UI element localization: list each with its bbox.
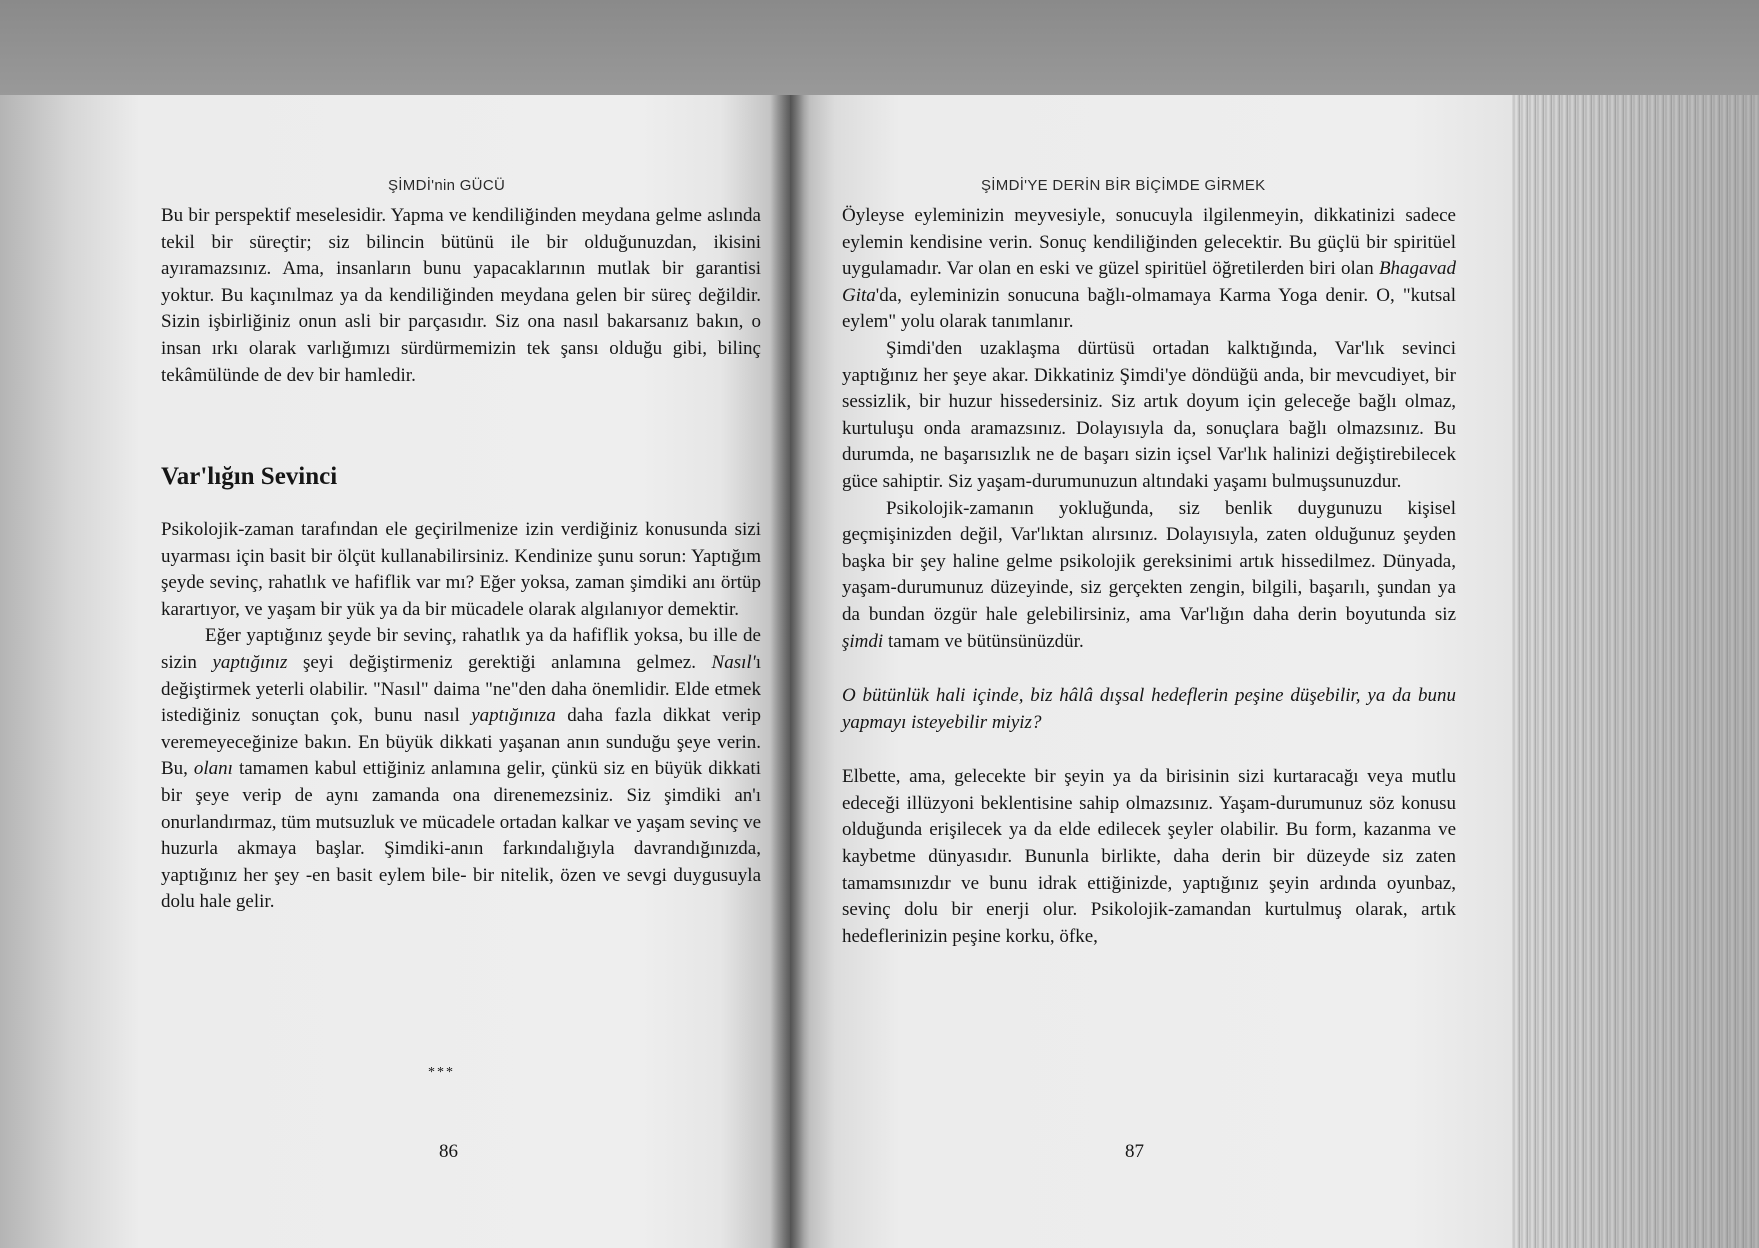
text-run: daha fazla dikkat verip veremeyeceğinize bakın. En büyük dikkati yaşanan anın sunduğu şeye verin. Bu, xyxy=(161,705,761,780)
right-text-top xyxy=(842,203,1456,950)
section-separator: *** xyxy=(428,1065,455,1080)
left-paragraph-1: Bu bir perspektif meselesidir. Yapma ve kendiliğinden meydana gelme aslında tekil bir süreçtir; siz bilincin bütünü ile bir olduğunuzdan, ikisini ayıramazsınız. Ama, insanların bunu yapacaklarının mutlak bir garantisi yoktur. Bu kaçınılmaz ya da kendiliğinden meydana gelen bir süreç değildir. Sizin işbirliğiniz onun asli bir parçasıdır. Siz ona nasıl bakarsanız bakın, o insan ırkı olarak varlığımızı sürdürmemizin tek şansı olduğu gibi, bilinç tekâmülünde de dev bir hamledir. xyxy=(161,205,761,386)
page-edges xyxy=(1512,95,1759,1248)
italic-run: Bhagavad Gita xyxy=(842,258,1456,306)
italic-run: olanı xyxy=(193,758,233,780)
text-run: Öyleyse eyleminizin meyvesiyle, sonucuyla ilgilenmeyin, dikkatinizi sadece eylemin kendisine verin. Sonuç kendiliğinden gelecektir. Bu güçlü bir spiritüel uygulamadır. Var olan en eski ve güzel spiritüel öğretilerden biri olan xyxy=(842,205,1456,280)
text-run: şeyi değiştirmeniz gerektiği anlamına gelmez. xyxy=(287,651,712,673)
italic-run: yaptığınız xyxy=(212,651,288,673)
italic-run: yaptığınıza xyxy=(471,705,556,727)
left-page xyxy=(0,95,790,1248)
right-paragraph-4: Elbette, ama, gelecekte bir şeyin ya da birisinin sizi kurtaracağı veya mutlu edeceği illüzyoni beklentisine sahip olmazsınız. Yaşam-durumunuz söz konusu olduğunda erişilecek ya da elde edilecek şeyler olabilir. Bu form, kazanma ve kaybetme dünyasıdır. Bununla birlikte, daha derin bir düzeyde siz zaten tamamsınızdır ve bunu idrak ettiğinizde, yaptığınız şeyin ardında oyunbaz, sevinç dolu bir enerji olur. Psikolojik-zamandan kurtulmuş olarak, artık hedeflerinizin peşine korku, öfke, xyxy=(842,766,1456,947)
page-number-left: 86 xyxy=(439,1141,458,1162)
right-paragraph-1 xyxy=(842,203,1456,336)
italic-run: şimdi xyxy=(842,630,884,652)
italic-run: Nasıl' xyxy=(711,651,756,673)
running-head-left: ŞİMDİ'nin GÜCÜ xyxy=(388,177,506,194)
scan-background xyxy=(0,0,1759,95)
right-paragraph-2: Şimdi'den uzaklaşma dürtüsü ortadan kalktığında, Var'lık sevinci yaptığınız her şeye akar. Dikkatiniz Şimdi'ye döndüğü anda, bir mevcudiyet, bir sessizlik, bir huzur hissedersiniz. Siz artık doyum için geleceğe bağlı olmaz, kurtuluşu onda aramazsınız. Dolayısıyla da, sonuçlara bağlı olmazsınız. Bu durumda, ne başarısızlık ne de başarı sizin içsel Var'lık halinizi değiştirebilecek güce sahiptir. Siz yaşam-durumunuzun altındaki yaşamı bulmuşsunuzdur. xyxy=(842,337,1456,492)
running-head-right: ŞİMDİ'YE DERİN BİR BİÇİMDE GİRMEK xyxy=(981,177,1266,194)
text-run: tamam ve bütünsünüzdür. xyxy=(883,630,1084,652)
text-run: 'da, eyleminizin sonucuna bağlı-olmamaya Karma Yoga denir. O, "kutsal eylem" yolu olarak tanımlanır. xyxy=(842,284,1456,333)
left-text-top xyxy=(161,203,761,389)
left-text-bottom xyxy=(161,517,761,916)
left-paragraph-2: Psikolojik-zaman tarafından ele geçirilmenize izin verdiğiniz konusunda sizi uyarması için basit bir ölçüt kullanabilirsiniz. Kendinize şunu sorun: Yaptığım şeyde sevinç, rahatlık ve hafiflik var mı? Eğer yoksa, zaman şimdiki anı örtüp karartıyor, ve yaşam bir yük ya da bir mücadele olarak algılanıyor demektir. xyxy=(161,519,761,620)
interview-question: O bütünlük hali içinde, biz hâlâ dışsal hedeflerin peşine düşebilir, ya da bunu yapmayı isteyebilir miyiz? xyxy=(842,685,1456,733)
page-number-right: 87 xyxy=(1125,1141,1144,1162)
book-gutter xyxy=(770,95,810,1248)
text-run: ı değiştirmek yeterli olabilir. "Nasıl" daima "ne"den daha önemlidir. Elde etmek istediğiniz sonuçtan çok, bunu nasıl xyxy=(161,651,762,727)
text-run: Psikolojik-zamanın yokluğunda, siz benlik duygunuzu kişisel geçmişinizden değil, Var'lıktan alırsınız. Dolayısıyla, zaten olduğunuz şeyden başka bir şey haline gelme psikolojik gereksinimi artık hissedilmez. Dünyada, yaşam-durumunuz düzeyinde, siz gerçekten zengin, bilgili, başarılı, şundan ya da bundan özgür hale gelebilirsiniz, ama Var'lığın daha derin boyutunda siz xyxy=(842,497,1456,625)
left-paragraph-3 xyxy=(161,623,761,916)
right-paragraph-3 xyxy=(842,496,1456,656)
text-run: Eğer yaptığınız şeyde bir sevinç, rahatlık ya da hafiflik yoksa, bu ille de sizin xyxy=(161,625,761,673)
section-heading: Var'lığın Sevinci xyxy=(161,463,338,490)
text-run: tamamen kabul ettiğiniz anlamına gelir, çünkü siz en büyük dikkati bir şeye verip de aynı zamanda ona direnemezsiniz. Siz şimdiki an'ı onurlandırmaz, tüm mutsuzluk ve mücadele ortadan kalkar ve yaşam sevinç ve huzurla akmaya başlar. Şimdiki-anın farkındalığıyla davrandığınızda, yaptığınız her şey -en basit eylem bile- bir nitelik, özen ve sevgi duygusuyla dolu hale gelir. xyxy=(161,758,761,913)
